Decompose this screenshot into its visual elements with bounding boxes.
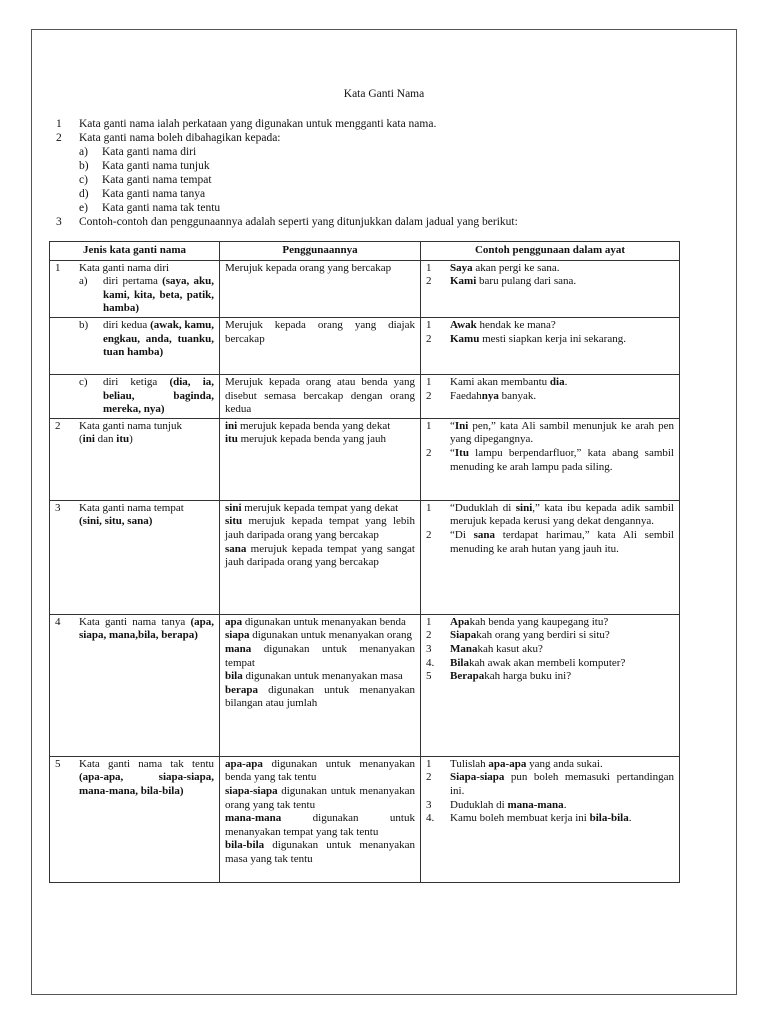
example-number: 2: [426, 528, 432, 541]
usage-keyword: mana-mana: [225, 812, 282, 825]
example-text: terdapat harimau,” kata Ali sembil menuding ke arah hutan yang jauh itu.: [450, 528, 674, 555]
example-bold: apa-apa: [488, 757, 527, 770]
example-bold: Apa: [450, 615, 470, 628]
usage-text: digunakan untuk menanyakan benda yang tak tentu: [225, 757, 415, 784]
intro-number: 3: [56, 216, 62, 228]
usage-text: merujuk kepada tempat yang dekat: [241, 501, 399, 514]
example-number: 4.: [426, 812, 435, 825]
intro-point-3: [56, 215, 696, 229]
example-number: 2: [426, 446, 432, 459]
example-text: kah harga buku ini?: [484, 670, 572, 683]
pronoun-list: (saya, aku, kami, kita, beta, patik, hamba): [103, 275, 214, 315]
example-text: lampu berpendarfluor,” kata abang sambil menuding ke arah lampu pada siling.: [450, 446, 674, 473]
column-header: Penggunaannya: [220, 242, 421, 261]
example-text: banyak.: [498, 389, 537, 402]
example-bold: Kamu: [450, 332, 480, 345]
subitem-text: Kata ganti nama tak tentu: [102, 202, 221, 214]
example-text: mesti siapkan kerja ini sekarang.: [479, 332, 626, 345]
usage-text: digunakan untuk menanyakan orang: [249, 629, 412, 642]
paren: ): [129, 433, 133, 446]
example-text: “: [450, 419, 455, 432]
example-bold: mana-mana: [507, 798, 564, 811]
example-number: 4.: [426, 656, 435, 669]
example-text: pun boleh memasuki pertandingan ini.: [450, 771, 674, 797]
type-title: Kata ganti nama tak tentu: [79, 757, 214, 770]
type-title: Kata ganti nama tempat: [79, 501, 184, 514]
pronoun-list: (awak, kamu, engkau, anda, tuanku, tuan hamba): [103, 318, 215, 359]
example-cell: [421, 500, 680, 614]
example-text: yang anda sukai.: [526, 757, 603, 770]
intro-subitem: [56, 201, 696, 215]
usage-keyword: sini: [225, 501, 242, 514]
subitem-text: Kata ganti nama tempat: [102, 174, 212, 186]
subitem-letter: b): [79, 160, 89, 172]
example-bold: sini: [515, 501, 533, 514]
pronoun-list: ini: [82, 433, 95, 446]
usage-text: digunakan untuk menanyakan tempat: [225, 642, 415, 669]
example-text: Kamu boleh membuat kerja ini: [450, 812, 590, 825]
pronoun-list: itu: [116, 433, 130, 446]
usage-keyword: ini: [225, 419, 238, 432]
example-text: hendak ke mana?: [476, 318, 556, 331]
usage-text: digunakan untuk menanyakan masa yang tak tentu: [225, 839, 415, 865]
example-text: ,” kata ibu kepada adik sambil merujuk kepada kerusi yang dekat dengannya.: [450, 501, 674, 528]
table-row: [50, 418, 680, 500]
example-bold: Siapa: [450, 629, 477, 642]
table-row: [50, 614, 680, 756]
document-title: Kata Ganti Nama: [343, 88, 425, 100]
example-number: 1: [426, 419, 432, 432]
pronoun-table: [49, 241, 680, 883]
row-number: 1: [55, 261, 61, 274]
type-subtitle: diri ketiga: [103, 375, 158, 388]
intro-subitem: [56, 187, 696, 201]
pronoun-list: (apa, siapa, mana,bila, berapa): [79, 615, 214, 642]
example-text: Duduklah di: [450, 798, 508, 811]
example-bold: Awak: [450, 318, 477, 331]
example-text: kah orang yang berdiri si situ?: [476, 629, 610, 642]
intro-point-2: [56, 131, 696, 145]
subitem-letter: c): [79, 174, 88, 186]
example-bold: Kami: [450, 275, 477, 288]
intro-text: Kata ganti nama ialah perkataan yang digunakan untuk mengganti kata nama.: [79, 118, 437, 130]
example-cell: [421, 756, 680, 882]
example-text: pen,” kata Ali sambil menunjuk ke arah pen yang dipegangnya.: [450, 419, 674, 446]
type-subtitle: diri kedua: [103, 318, 148, 331]
usage-text: merujuk kepada tempat yang lebih jauh daripada orang yang bercakap: [225, 515, 415, 541]
intro-point-1: [56, 117, 696, 131]
example-text: kah kasut aku?: [477, 642, 543, 655]
type-title: Kata ganti nama diri: [79, 261, 170, 274]
example-bold: nya: [481, 389, 499, 402]
type-cell: [50, 614, 220, 756]
usage-cell: [220, 756, 421, 882]
usage-keyword: berapa: [225, 683, 258, 696]
sub-letter: b): [79, 318, 89, 331]
row-number: 2: [55, 419, 61, 432]
example-number: 1: [426, 318, 432, 331]
example-number: 3: [426, 798, 432, 811]
pronoun-list: (dia, ia, beliau, baginda, mereka, nya): [103, 375, 215, 416]
example-text: “: [450, 446, 455, 459]
row-number: 4: [55, 615, 61, 628]
pronoun-list: (apa-apa, siapa-siapa, mana-mana, bila-bila): [79, 771, 214, 797]
example-number: 2: [426, 629, 432, 642]
sub-letter: a): [79, 275, 88, 288]
usage-cell: Merujuk kepada orang yang bercakap: [220, 260, 421, 317]
example-number: 2: [426, 389, 432, 402]
pronoun-joiner: dan: [94, 433, 117, 446]
type-cell: [50, 317, 220, 374]
example-bold: bila-bila: [589, 812, 629, 825]
example-bold: Mana: [450, 642, 478, 655]
usage-text: digunakan untuk menanyakan orang yang tak tentu: [225, 784, 415, 811]
column-header: Contoh penggunaan dalam ayat: [421, 242, 680, 261]
usage-text: digunakan untuk menanyakan tempat yang tak tentu: [225, 812, 415, 838]
example-bold: Siapa-siapa: [450, 771, 505, 784]
example-text: kah benda yang kaupegang itu?: [469, 615, 609, 628]
example-text: .: [563, 798, 567, 811]
intro-number: 2: [56, 132, 62, 144]
example-bold: Saya: [450, 261, 473, 274]
usage-keyword: mana: [225, 642, 252, 655]
usage-text: digunakan untuk menanyakan benda: [242, 615, 406, 628]
example-cell: [421, 614, 680, 756]
table-row: [50, 260, 680, 317]
example-number: 1: [426, 261, 432, 274]
usage-text: merujuk kepada benda yang dekat: [237, 419, 391, 432]
subitem-text: Kata ganti nama tanya: [102, 188, 206, 200]
example-number: 1: [426, 757, 432, 770]
usage-text: merujuk kepada tempat yang sangat jauh daripada orang yang bercakap: [225, 542, 415, 569]
table-row: [50, 756, 680, 882]
example-number: 1: [426, 615, 432, 628]
example-text: “Di: [450, 528, 474, 541]
example-number: 1: [426, 375, 432, 388]
subitem-text: Kata ganti nama tunjuk: [102, 160, 210, 172]
usage-keyword: apa-apa: [225, 757, 263, 770]
example-bold: dia: [549, 375, 565, 388]
usage-cell: [220, 500, 421, 614]
usage-keyword: siapa-siapa: [225, 784, 278, 797]
usage-cell: Merujuk kepada orang atau benda yang disebut semasa bercakap dengan orang kedua: [220, 374, 421, 418]
example-text: “Duduklah di: [450, 501, 516, 514]
usage-keyword: bila-bila: [225, 839, 265, 852]
usage-cell: [220, 614, 421, 756]
example-text: .: [564, 375, 568, 388]
intro-number: 1: [56, 118, 62, 130]
intro-text: Kata ganti nama boleh dibahagikan kepada:: [79, 132, 281, 144]
usage-keyword: itu: [225, 433, 238, 446]
sub-letter: c): [79, 375, 88, 388]
table-row: [50, 500, 680, 614]
subitem-letter: a): [79, 146, 88, 158]
example-text: kah awak akan membeli komputer?: [468, 656, 626, 669]
example-cell: [421, 317, 680, 374]
type-subtitle: diri pertama: [103, 275, 158, 288]
usage-text: digunakan untuk menanyakan masa: [242, 670, 403, 683]
table-header-row: [50, 242, 680, 261]
example-number: 2: [426, 275, 432, 288]
example-cell: [421, 260, 680, 317]
table-row: [50, 317, 680, 374]
example-text: baru pulang dari sana.: [476, 275, 577, 288]
type-cell: [50, 500, 220, 614]
usage-cell: Merujuk kepada orang yang diajak bercakap: [220, 317, 421, 374]
example-number: 5: [426, 670, 432, 683]
example-number: 3: [426, 642, 432, 655]
usage-keyword: sana: [225, 542, 247, 555]
example-bold: sana: [473, 528, 496, 541]
type-cell: [50, 374, 220, 418]
example-cell: [421, 374, 680, 418]
example-bold: Itu: [454, 446, 469, 459]
subitem-letter: d): [79, 188, 89, 200]
intro-list: [56, 117, 696, 229]
row-number: 3: [55, 501, 61, 514]
row-number: 5: [55, 757, 61, 770]
example-text: Faedah: [450, 389, 482, 402]
intro-text: Contoh-contoh dan penggunaannya adalah seperti yang ditunjukkan dalam jadual yang berikut:: [79, 216, 518, 228]
usage-keyword: siapa: [225, 629, 250, 642]
example-bold: Ini: [454, 419, 469, 432]
example-cell: [421, 418, 680, 500]
intro-subitem: [56, 159, 696, 173]
usage-text: merujuk kepada benda yang jauh: [237, 433, 386, 446]
example-number: 1: [426, 501, 432, 514]
column-header: Jenis kata ganti nama: [50, 242, 220, 261]
intro-subitem: [56, 145, 696, 159]
type-title: Kata ganti nama tunjuk: [79, 419, 182, 432]
table-row: [50, 374, 680, 418]
example-bold: Bila: [450, 656, 469, 669]
example-text: Tulislah: [450, 757, 489, 770]
usage-keyword: apa: [225, 615, 243, 628]
example-text: Kami akan membantu: [450, 375, 550, 388]
subitem-letter: e): [79, 202, 88, 214]
type-cell: [50, 260, 220, 317]
type-title: Kata ganti nama tanya: [79, 615, 186, 628]
subitem-text: Kata ganti nama diri: [102, 146, 197, 158]
type-cell: [50, 418, 220, 500]
example-text: akan pergi ke sana.: [472, 261, 560, 274]
pronoun-list: (sini, situ, sana): [79, 515, 153, 528]
usage-keyword: situ: [225, 515, 243, 528]
example-number: 2: [426, 332, 432, 345]
usage-text: digunakan untuk menanyakan bilangan atau jumlah: [225, 683, 415, 710]
paren: (: [79, 433, 83, 446]
example-number: 2: [426, 771, 432, 784]
example-text: .: [628, 812, 632, 825]
usage-keyword: bila: [225, 670, 243, 683]
type-cell: [50, 756, 220, 882]
usage-cell: [220, 418, 421, 500]
intro-subitem: [56, 173, 696, 187]
example-bold: Berapa: [450, 670, 485, 683]
